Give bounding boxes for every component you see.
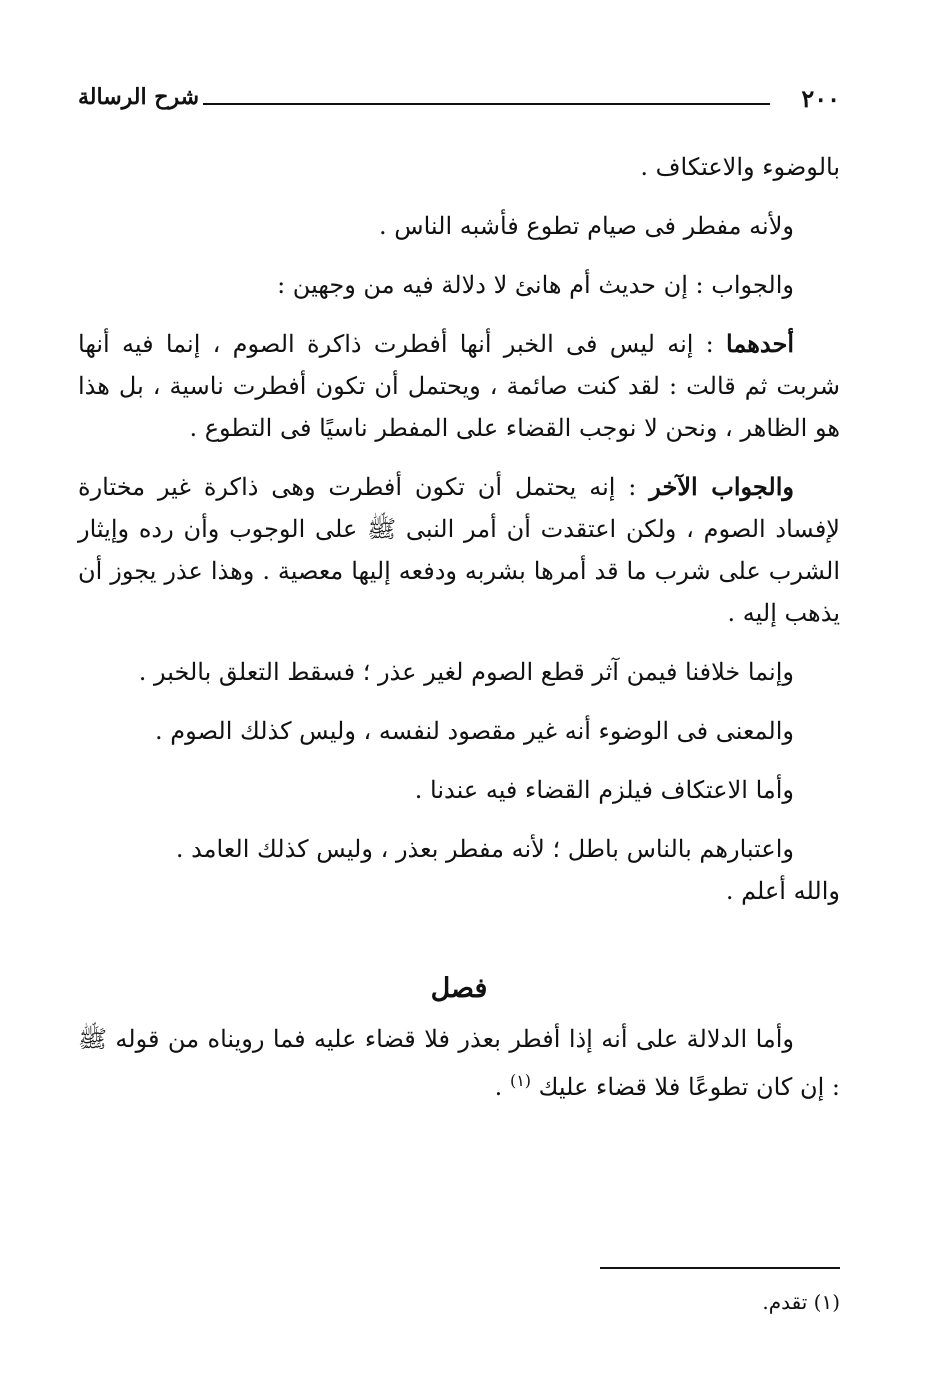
header-rule xyxy=(203,103,770,105)
paragraph-text: : إنه يحتمل أن تكون أفطرت وهى ذاكرة غير مختارة لإفساد الصوم ، ولكن اعتقدت أن أمر النبى ﷺ على الوجوب وأن رده وإيثار الشرب على شرب ما قد أمرها بشربه ودفعه إليها معصية . وهذا عذر يجوز أن يذهب إليه . xyxy=(78,473,840,627)
paragraph-lead: أحدهما xyxy=(726,329,794,358)
section-title: فصل xyxy=(430,973,488,1004)
paragraph: والله أعلم . xyxy=(725,877,840,905)
paragraph-second-answer xyxy=(78,466,840,634)
paragraph-text: واعتبارهم بالناس باطل ؛ لأنه مفطر بعذر ، وليس كذلك العامد . xyxy=(175,835,794,863)
paragraph: وأما الاعتكاف فيلزم القضاء فيه عندنا . xyxy=(414,776,794,804)
footnote: (١) تقدم. xyxy=(762,1290,840,1314)
paragraph: بالوضوء والاعتكاف . xyxy=(640,153,840,181)
paragraph xyxy=(78,828,840,870)
running-title: شرح الرسالة xyxy=(78,84,200,110)
footnote-reference[interactable]: (١) xyxy=(509,1071,532,1090)
page-header xyxy=(78,84,850,124)
section-paragraph xyxy=(78,1018,840,1108)
paragraph-first-answer xyxy=(78,323,840,449)
main-text xyxy=(78,146,840,1125)
paragraph: والمعنى فى الوضوء أنه غير مقصود لنفسه ، وليس كذلك الصوم . xyxy=(155,717,794,745)
paragraph: والجواب : إن حديث أم هانئ لا دلالة فيه من وجهين : xyxy=(277,271,794,299)
footnote-rule xyxy=(600,1267,840,1269)
paragraph: ولأنه مفطر فى صيام تطوع فأشبه الناس . xyxy=(379,212,794,240)
paragraph-end: . xyxy=(494,1073,510,1101)
paragraph-text: : إنه ليس فى الخبر أنها أفطرت ذاكرة الصوم ، إنما فيه أنها شربت ثم قالت : لقد كنت صائمة ، ويحتمل أن تكون أفطرت ناسية ، بل هذا هو الظاهر ، ونحن لا نوجب القضاء على المفطر ناسيًا فى التطوع . xyxy=(78,330,840,442)
page-number: ٢٠٠ xyxy=(801,84,840,113)
paragraph: وإنما خلافنا فيمن آثر قطع الصوم لغير عذر ؛ فسقط التعلق بالخبر . xyxy=(138,658,794,686)
paragraph-lead: والجواب الآخر xyxy=(649,472,794,501)
paragraph-text: وأما الدلالة على أنه إذا أفطر بعذر فلا قضاء عليه فما رويناه من قوله ﷺ : إن كان تطوعًا فلا قضاء عليك xyxy=(78,1025,840,1101)
